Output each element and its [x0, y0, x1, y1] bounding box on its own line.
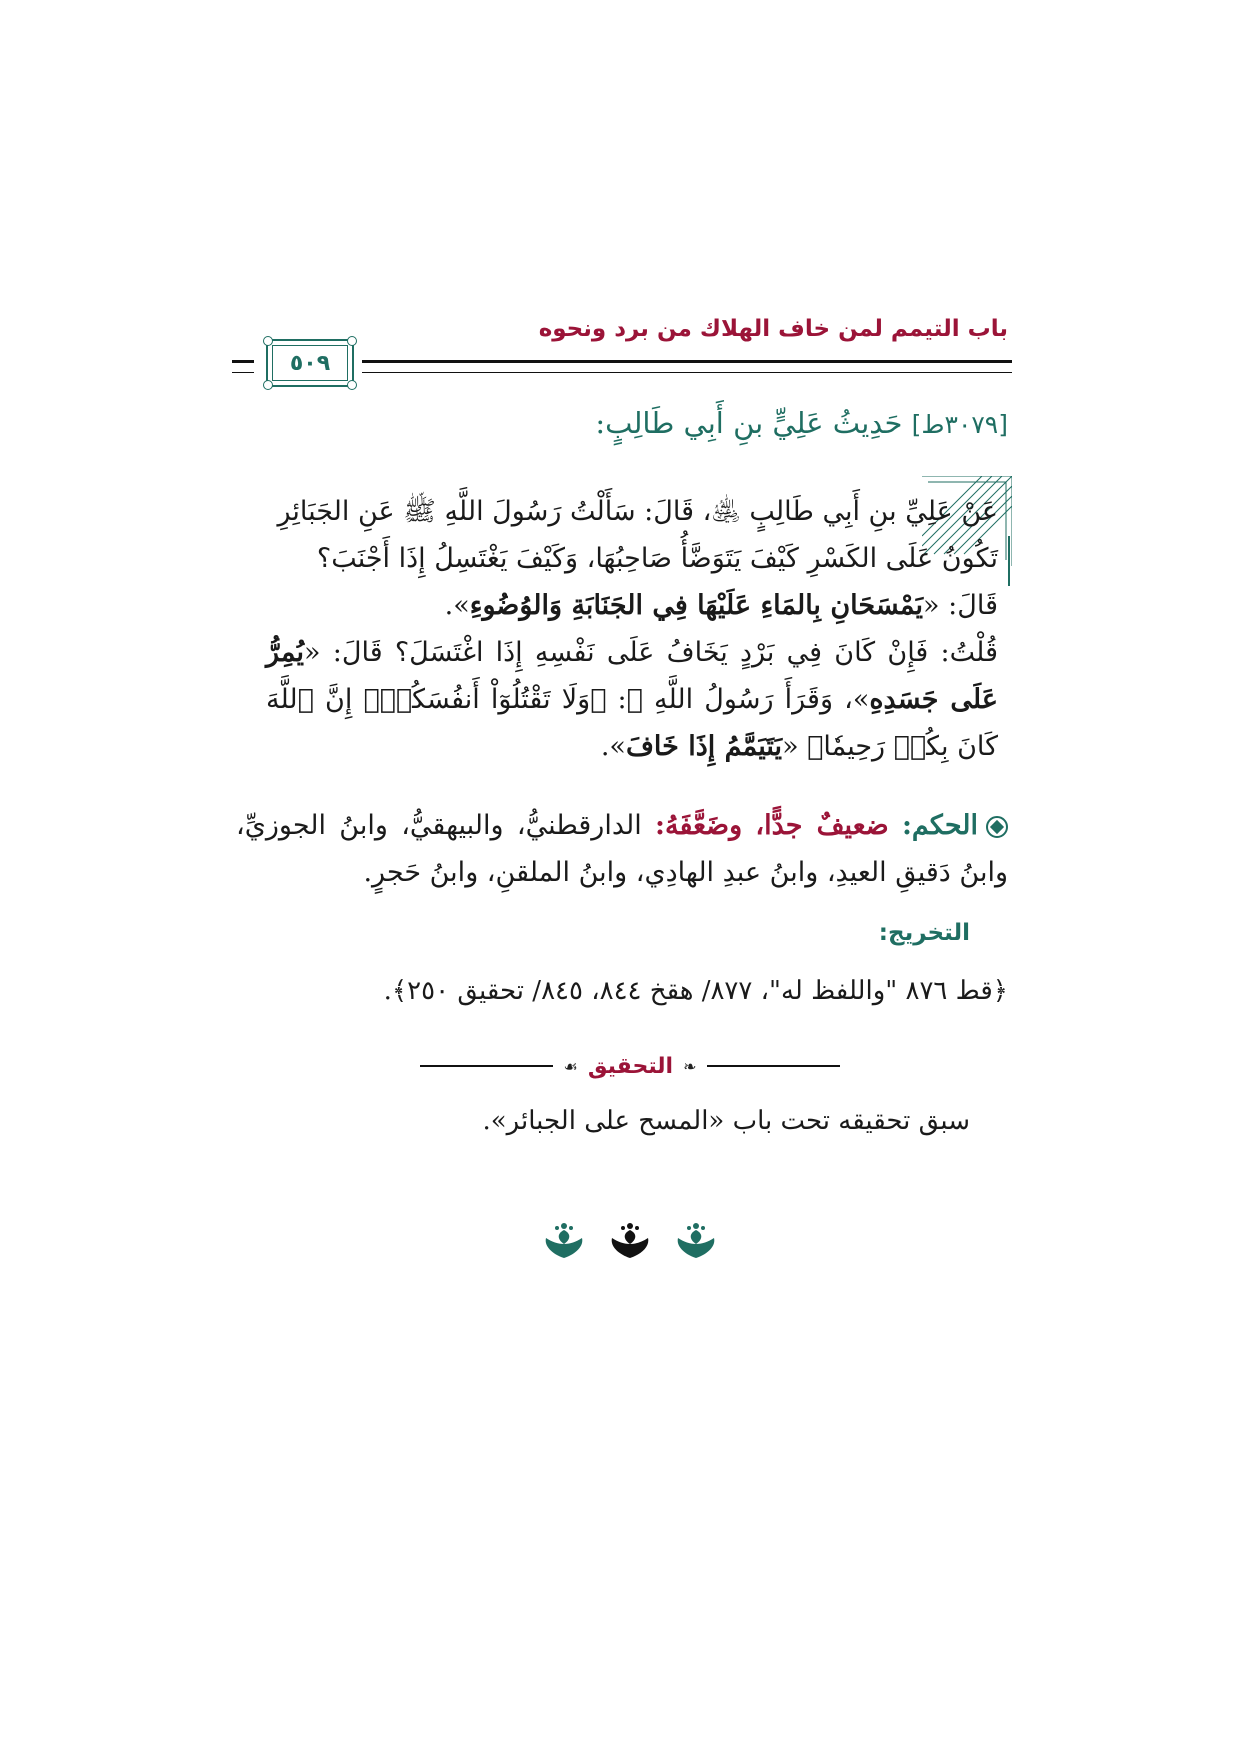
hadith-text-box	[266, 476, 1010, 806]
takhrij-heading: التخريج:	[878, 920, 970, 946]
weakened-by-label: وضَعَّفَهُ:	[655, 810, 743, 841]
rosette-icon	[986, 816, 1008, 838]
tahqiq-divider	[420, 1046, 840, 1086]
ruling-paragraph	[236, 802, 1008, 896]
recital-intro: »، وَقَرَأَ رَسُولُ اللَّهِ ﷺ: ﴿	[590, 684, 870, 715]
scholars-list: الدارقطنيُّ، والبيهقيُّ، وابنُ الجوزيِّ، وابنُ دَقيقِ العيدِ، وابنُ عبدِ الهادِي، وابنُ الملقنِ، وابنُ حَجرٍ.	[236, 810, 1008, 888]
header-rule	[362, 360, 1012, 373]
page-number: ٥٠٩	[289, 350, 331, 376]
lotus-ornament-icon	[674, 1220, 718, 1260]
lotus-ornament-icon	[542, 1220, 586, 1260]
hadith-body	[266, 488, 998, 770]
corner-rule	[1008, 536, 1010, 586]
recital-close: ﴾ «	[782, 731, 824, 762]
answer-3: يَتَيَمَّمُ إِذَا خَافَ	[625, 731, 783, 762]
question-2: قُلْتُ: فَإِنْ كَانَ فِي بَرْدٍ يَخَافُ عَلَى نَفْسِهِ إِذَا اغْتَسَلَ؟ قَالَ: «	[304, 637, 998, 668]
hadith-number: [٣٠٧٩ط]	[911, 410, 1008, 439]
divider-line	[707, 1065, 840, 1067]
hadith-answer	[266, 582, 998, 629]
divider-line	[420, 1065, 553, 1067]
end-ornament	[530, 1220, 730, 1280]
hadith-followup	[266, 629, 998, 770]
header-rule-left	[232, 360, 254, 373]
answer-intro: قَالَ: «	[923, 590, 998, 621]
answer-3-end: ».	[600, 731, 626, 762]
ruling-label: الحكم:	[901, 810, 978, 841]
tahqiq-text: سبق تحقيقه تحت باب «المسح على الجبائر».	[482, 1106, 970, 1136]
hadith-line: عَنْ عَلِيِّ بنِ أَبِي طَالِبٍ ﵁، قَالَ: سَأَلْتُ رَسُولَ اللَّهِ ﷺ عَنِ الجَبَائِرِ	[277, 496, 998, 527]
hadith-heading	[308, 406, 1008, 456]
answer-2: يُمِرُّ عَلَى جَسَدِهِ	[266, 637, 998, 715]
lotus-ornament-icon	[608, 1220, 652, 1260]
hadith-line: تَكُونُ عَلَى الكَسْرِ كَيْفَ يَتَوَضَّأُ صَاحِبُهَا، وَكَيْفَ يَغْتَسِلُ إِذَا أَجْنَبَ؟	[316, 543, 998, 574]
hadith-title: حَدِيثُ عَلِيٍّ بنِ أَبِي طَالِبٍ:	[595, 406, 903, 440]
answer-end: ».	[444, 590, 470, 621]
answer-bold: يَمْسَحَانِ بِالمَاءِ عَلَيْهَا فِي الجَنَابَةِ وَالوُضُوءِ	[469, 590, 924, 621]
running-title: باب التيمم لمن خاف الهلاك من برد ونحوه	[538, 316, 1008, 342]
quran-verse: وَلَا تَقْتُلُوٓاْ أَنفُسَكُمۡۚ إِنَّ ٱللَّهَ كَانَ بِكُمۡ رَحِيمٗا	[266, 684, 998, 762]
divider-ornament-icon: ☙	[563, 1056, 578, 1076]
tahqiq-heading: التحقيق	[587, 1053, 674, 1079]
divider-ornament-icon: ❧	[683, 1056, 697, 1076]
takhrij-text: ﴿قط ٨٧٦ "واللفظ له"، ٨٧٧/ هقخ ٨٤٤، ٨٤٥/ تحقيق ٢٥٠﴾.	[383, 976, 1008, 1006]
page-number-badge	[266, 339, 354, 387]
ruling-verdict: ضعيفٌ جدًّا،	[755, 810, 889, 841]
